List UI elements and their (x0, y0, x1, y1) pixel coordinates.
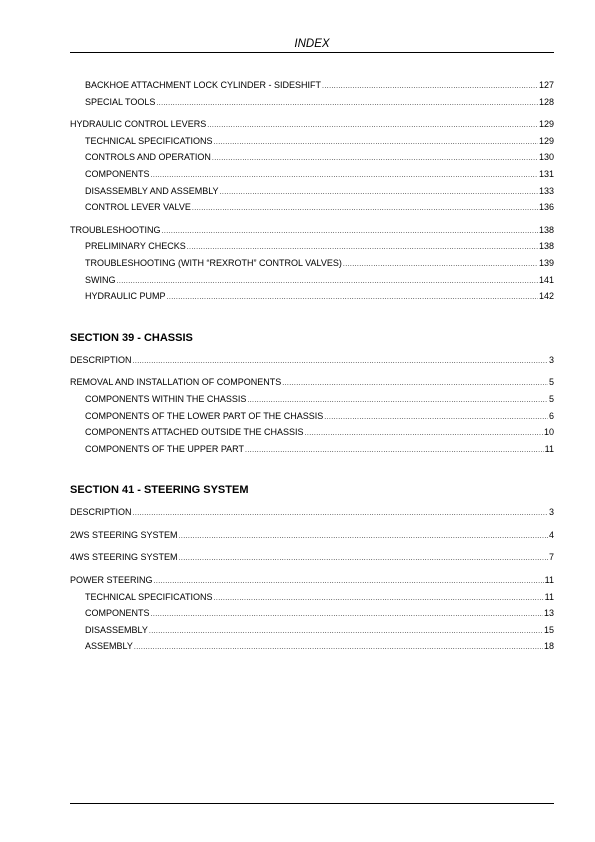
dot-leader (207, 117, 538, 134)
dot-leader (156, 95, 538, 112)
toc-entry-page-number: 5 (548, 393, 554, 404)
toc-entry-page-number: 138 (538, 224, 554, 235)
toc-entry-page-number: 130 (538, 152, 554, 163)
toc-entry-page-number: 13 (543, 608, 554, 619)
toc-entry-page-number: 7 (548, 552, 554, 563)
dot-leader (282, 375, 548, 392)
toc-entry-label: COMPONENTS OF THE LOWER PART OF THE CHASSIS (85, 410, 324, 421)
toc-entry-page-number: 4 (548, 529, 554, 540)
toc-entry-label: TROUBLESHOOTING (WITH “REXROTH” CONTROL VALVES) (85, 257, 342, 268)
dot-leader (212, 150, 538, 167)
toc-entry-page-number: 141 (538, 274, 554, 285)
toc-entry-label: COMPONENTS ATTACHED OUTSIDE THE CHASSIS (85, 427, 304, 438)
dot-leader (214, 134, 538, 151)
dot-leader (305, 425, 543, 442)
toc-entry[interactable] (70, 134, 554, 151)
toc-entry-page-number: 5 (548, 377, 554, 388)
dot-leader (167, 289, 538, 306)
section-heading: SECTION 39 - CHASSIS (70, 331, 193, 344)
toc-entry-label: TECHNICAL SPECIFICATIONS (85, 135, 213, 146)
table-of-contents (70, 78, 554, 656)
toc-entry-page-number: 142 (538, 291, 554, 302)
toc-entry-label: HYDRAULIC PUMP (85, 291, 166, 302)
toc-group (70, 550, 554, 567)
toc-entry-page-number: 131 (538, 168, 554, 179)
toc-entry-label: TROUBLESHOOTING (70, 224, 161, 235)
toc-entry[interactable] (70, 150, 554, 167)
toc-entry-page-number: 11 (544, 575, 554, 586)
dot-leader (220, 184, 538, 201)
toc-entry[interactable] (70, 409, 554, 426)
toc-group (70, 223, 554, 306)
toc-entry[interactable] (70, 184, 554, 201)
dot-leader (151, 167, 538, 184)
toc-entry-label: CONTROL LEVER VALVE (85, 202, 191, 213)
toc-entry-page-number: 11 (544, 443, 554, 454)
toc-entry[interactable] (70, 442, 554, 459)
dot-leader (134, 639, 543, 656)
toc-entry[interactable] (70, 256, 554, 273)
toc-entry[interactable] (70, 528, 554, 545)
toc-entry-label: HYDRAULIC CONTROL LEVERS (70, 119, 207, 130)
toc-group (70, 375, 554, 458)
toc-entry-label: COMPONENTS OF THE UPPER PART (85, 443, 245, 454)
toc-entry-page-number: 3 (548, 354, 554, 365)
toc-entry[interactable] (70, 606, 554, 623)
toc-group (70, 573, 554, 656)
toc-group (70, 353, 554, 370)
header-rule (70, 52, 554, 53)
toc-entry-page-number: 138 (538, 241, 554, 252)
toc-entry[interactable] (70, 375, 554, 392)
dot-leader (324, 409, 548, 426)
toc-entry-page-number: 129 (538, 135, 554, 146)
dot-leader (187, 239, 538, 256)
toc-entry-label: SWING (85, 274, 116, 285)
toc-group (70, 528, 554, 545)
toc-entry-label: POWER STEERING (70, 575, 153, 586)
toc-entry[interactable] (70, 392, 554, 409)
dot-leader (133, 505, 548, 522)
toc-entry[interactable] (70, 425, 554, 442)
toc-entry-page-number: 133 (538, 185, 554, 196)
toc-entry-page-number: 18 (543, 641, 554, 652)
toc-entry-label: DESCRIPTION (70, 354, 132, 365)
toc-entry[interactable] (70, 78, 554, 95)
dot-leader (322, 78, 538, 95)
toc-entry[interactable] (70, 550, 554, 567)
toc-entry[interactable] (70, 639, 554, 656)
toc-entry-page-number: 129 (538, 119, 554, 130)
dot-leader (179, 550, 548, 567)
toc-entry-page-number: 6 (548, 410, 554, 421)
toc-entry-label: DESCRIPTION (70, 507, 132, 518)
dot-leader (179, 528, 548, 545)
toc-entry-label: COMPONENTS (85, 168, 150, 179)
dot-leader (214, 590, 544, 607)
toc-group (70, 505, 554, 522)
toc-entry[interactable] (70, 289, 554, 306)
toc-entry-label: COMPONENTS (85, 608, 150, 619)
footer-rule (70, 803, 554, 804)
toc-group (70, 117, 554, 217)
toc-entry-page-number: 128 (538, 96, 554, 107)
dot-leader (247, 392, 548, 409)
toc-entry-page-number: 10 (543, 427, 554, 438)
toc-entry-label: 2WS STEERING SYSTEM (70, 529, 178, 540)
toc-entry[interactable] (70, 623, 554, 640)
toc-entry-page-number: 15 (543, 624, 554, 635)
toc-entry-label: SPECIAL TOOLS (85, 96, 156, 107)
dot-leader (154, 573, 544, 590)
dot-leader (162, 223, 538, 240)
dot-leader (133, 353, 548, 370)
toc-entry[interactable] (70, 573, 554, 590)
toc-entry-label: PRELIMINARY CHECKS (85, 241, 186, 252)
toc-entry-page-number: 136 (538, 202, 554, 213)
toc-entry[interactable] (70, 590, 554, 607)
dot-leader (192, 200, 538, 217)
toc-entry[interactable] (70, 273, 554, 290)
dot-leader (343, 256, 538, 273)
toc-entry[interactable] (70, 239, 554, 256)
toc-entry-page-number: 3 (548, 507, 554, 518)
toc-entry-page-number: 11 (544, 591, 554, 602)
toc-entry-label: REMOVAL AND INSTALLATION OF COMPONENTS (70, 377, 282, 388)
toc-entry-label: COMPONENTS WITHIN THE CHASSIS (85, 393, 247, 404)
toc-entry-label: 4WS STEERING SYSTEM (70, 552, 178, 563)
toc-entry-label: CONTROLS AND OPERATION (85, 152, 211, 163)
toc-entry[interactable] (70, 117, 554, 134)
toc-entry-label: BACKHOE ATTACHMENT LOCK CYLINDER - SIDESHIFT (85, 80, 322, 90)
toc-entry[interactable] (70, 167, 554, 184)
toc-group (70, 78, 554, 111)
toc-entry-label: ASSEMBLY (85, 641, 133, 652)
toc-entry[interactable] (70, 353, 554, 370)
toc-entry[interactable] (70, 200, 554, 217)
dot-leader (117, 273, 538, 290)
dot-leader (245, 442, 544, 459)
toc-entry-label: DISASSEMBLY (85, 624, 148, 635)
toc-entry[interactable] (70, 223, 554, 240)
toc-entry[interactable] (70, 95, 554, 112)
toc-entry-page-number: 139 (538, 257, 554, 268)
toc-entry-label: DISASSEMBLY AND ASSEMBLY (85, 185, 219, 196)
toc-entry-label: TECHNICAL SPECIFICATIONS (85, 591, 213, 602)
dot-leader (149, 623, 543, 640)
toc-entry[interactable] (70, 505, 554, 522)
section-heading: SECTION 41 - STEERING SYSTEM (70, 484, 249, 497)
page-title: INDEX (294, 38, 330, 50)
dot-leader (151, 606, 543, 623)
toc-entry-page-number: 127 (538, 80, 554, 90)
